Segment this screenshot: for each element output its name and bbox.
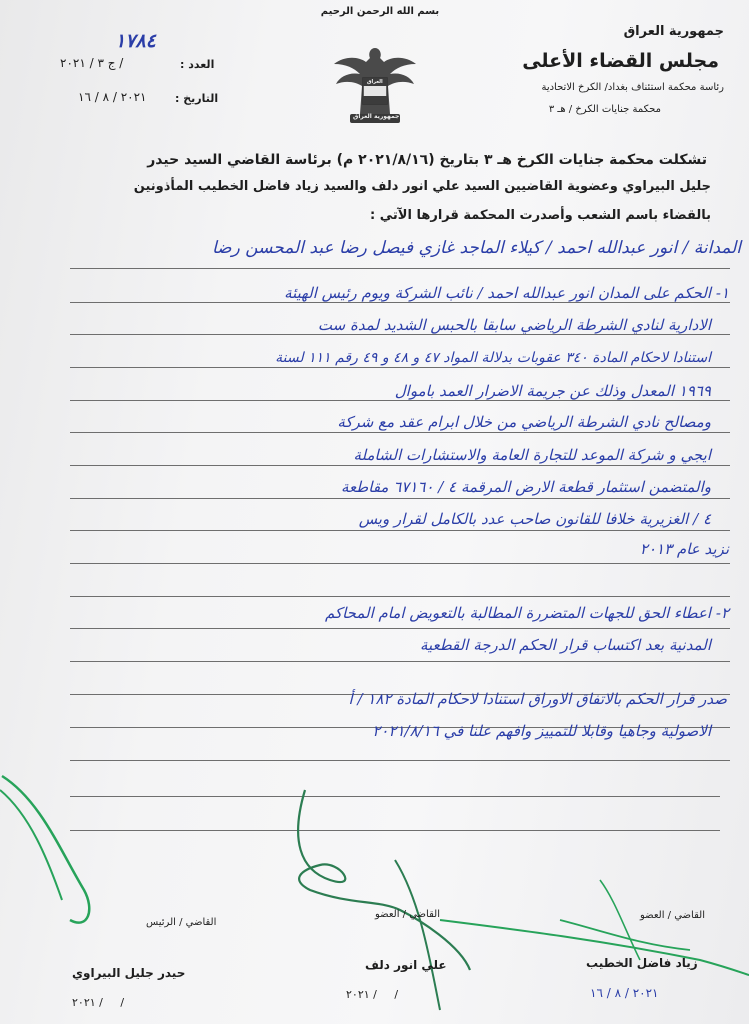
handwritten-verdict-line-1: صدر قرار الحكم بالاتفاق الاوراق استنادا لاحكام المادة ١٨٢ / أ: [348, 690, 727, 708]
seal-caption: جمهورية العراق: [353, 113, 400, 120]
basmala: بسم الله الرحمن الرحيم: [320, 6, 440, 17]
president-role: القاضي / الرئيس: [146, 917, 217, 928]
president-date: ٢٠٢١ / /: [72, 996, 125, 1009]
seal-band-text: العراق: [367, 79, 383, 85]
member2-date: ٢٠٢١ / ٨ / ١٦: [590, 986, 659, 1000]
member1-name: علي انور دلف: [365, 958, 447, 972]
handwritten-item-1-line-6: ايجي و شركة الموعد للتجارة العامة والاستشارات الشاملة: [353, 446, 711, 464]
handwritten-number: ١٧٨٤: [115, 30, 156, 52]
handwritten-item-1-line-7: والمتضمن استثمار قطعة الارض المرقمة ٤ / ٦٧١٦٠ مقاطعة: [341, 478, 711, 496]
handwritten-item-1-line-5: ومصالح نادي الشرطة الرياضي من خلال ابرام عقد مع شركة: [337, 413, 711, 431]
handwritten-item-1-line-2: الادارية لنادي الشرطة الرياضي سابقا بالحبس الشديد لمدة ست: [317, 316, 711, 334]
number-value: / ج ٣ / ٢٠٢١: [60, 56, 124, 70]
handwritten-verdict-line-2: الاصولية وجاهيا وقابلا للتمييز وافهم علنا في ٢٠٢١/٨/١٦: [372, 722, 711, 740]
member1-role: القاضي / العضو: [375, 909, 440, 920]
council-name: مجلس القضاء الأعلى: [522, 50, 719, 72]
country-name: جمهورية العراق: [623, 24, 724, 39]
intro-line-1: تشكلت محكمة جنايات الكرخ هـ ٣ بتاريخ (٢٠٢١/٨/١٦ م) برئاسة القاضي السيد حيدر: [147, 152, 707, 168]
handwritten-item-2-line-2: المدنية بعد اكتساب قرار الحكم الدرجة القطعية: [420, 636, 711, 654]
date-value: ٢٠٢١ / ٨ / ١٦: [78, 90, 147, 104]
date-label: التاريخ :: [175, 92, 219, 105]
handwritten-item-1-line-4: ١٩٦٩ المعدل وذلك عن جريمة الاضرار العمد باموال: [394, 382, 711, 400]
member2-name: زياد فاضل الخطيب: [586, 956, 698, 970]
number-label: العدد :: [180, 58, 215, 71]
handwritten-item-2-line-1: ٢- اعطاء الحق للجهات المتضررة المطالبة بالتعويض امام المحاكم: [324, 604, 729, 622]
intro-line-2: جليل البيراوي وعضوية القاضيين السيد علي انور دلف والسيد زياد فاضل الخطيب المأذونين: [133, 179, 711, 194]
member1-date: ٢٠٢١ / /: [346, 988, 399, 1001]
handwritten-item-1-line-8: ٤ / الغزيرية خلافا للقانون صاحب عدد بالكامل لقرار ويس: [358, 510, 711, 528]
handwritten-item-1-line-9: نزيد عام ٢٠١٣: [639, 540, 729, 558]
handwritten-accused-line: المدانة / انور عبدالله احمد / كيلاء الماجد غازي فيصل رضا عبد المحسن رضا: [211, 238, 741, 258]
intro-line-3: بالقضاء باسم الشعب وأصدرت المحكمة قرارها الآتي :: [370, 208, 711, 223]
president-name: حيدر جليل البيراوي: [72, 966, 186, 980]
court-line-2: محكمة جنايات الكرخ / هـ ٣: [548, 104, 661, 115]
handwritten-item-1-line-1: ١- الحكم على المدان انور عبدالله احمد / نائب الشركة ويوم رئيس الهيئة: [284, 284, 729, 302]
member2-role: القاضي / العضو: [640, 910, 705, 921]
handwritten-item-1-line-3: استنادا لاحكام المادة ٣٤٠ عقوبات بدلالة المواد ٤٧ و ٤٨ و ٤٩ رقم ١١١ لسنة: [275, 350, 711, 366]
court-line-1: رئاسة محكمة استئناف بغداد/ الكرخ الاتحادية: [541, 82, 724, 93]
